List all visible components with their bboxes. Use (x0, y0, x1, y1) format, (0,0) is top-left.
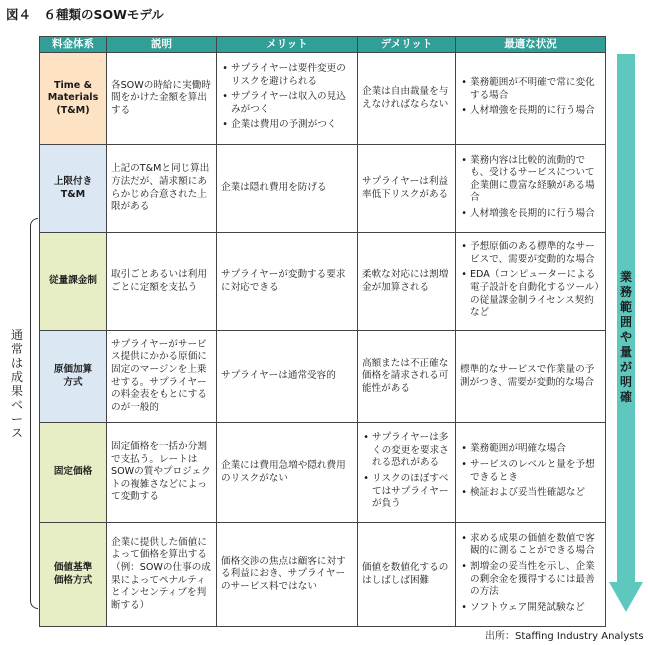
row-category (40, 233, 107, 331)
optimal-item: • 検証および妥当性確認など (470, 487, 601, 500)
row-category (40, 331, 107, 423)
arrow-label: 業務範囲や量が明確 (619, 270, 632, 404)
row-demerits: サプライヤーは利益率低下リスクがある (358, 145, 456, 233)
merit-item: • 企業は費用の予測がつく (231, 119, 353, 132)
table-row (40, 233, 606, 331)
row-optimal: 標準的なサービスで作業量の予測がつき、需要が変動的な場合 (456, 331, 606, 423)
row-optimal (456, 523, 606, 627)
demerit-item: • サプライヤーは多くの変更を要求される恐れがある (372, 432, 451, 470)
row-description: 各SOWの時給に実働時間をかけた金額を算出する (107, 53, 217, 145)
optimal-item: • 業務内容は比較的流動的でも、受けるサービスについて企業側に豊富な経験がある場合 (470, 155, 601, 205)
row-demerits: 高額または不正確な価格を請求される可能性がある (358, 331, 456, 423)
optimal-item: • EDA（コンピューターによる電子設計を自動化するツール）の従量課金制ライセンス契約など (470, 269, 601, 319)
header-merits: メリット (217, 37, 358, 53)
row-description: 固定価格を一括か分割で支払う。レートはSOWの質やプロジェクトの複雑さなどによって変動する (107, 423, 217, 523)
row-description: サプライヤーがサービス提供にかかる原価に固定のマージンを上乗せする。サプライヤーの料金表をもとにするのが一般的 (107, 331, 217, 423)
row-demerits: 企業は自由裁量を与えなければならない (358, 53, 456, 145)
category-label: 上限付き T&M (53, 175, 93, 200)
row-description: 企業に提供した価値によって価格を算出する（例：SOWの仕事の成果によってペナルティとインセンティブを判断する） (107, 523, 217, 627)
category-label: 原価加算 方式 (53, 363, 93, 388)
row-category (40, 145, 107, 233)
optimal-item: • サービスのレベルと量を予想できるとき (470, 459, 601, 484)
outcome-based-bracket (30, 218, 38, 609)
row-optimal (456, 53, 606, 145)
row-demerits: 柔軟な対応には割増金が加算される (358, 233, 456, 331)
row-merits: 価格交渉の焦点は顧客に対する利益におき、サプライヤーのサービス料ではない (217, 523, 358, 627)
optimal-item: • 業務範囲が明確な場合 (470, 443, 601, 456)
header-optimal: 最適な状況 (456, 37, 606, 53)
demerit-item: • リスクのほぼすべてはサプライヤーが負う (372, 473, 451, 511)
sow-model-table (39, 36, 606, 627)
row-category (40, 523, 107, 627)
row-optimal (456, 423, 606, 523)
row-merits: サプライヤーが変動する要求に対応できる (217, 233, 358, 331)
header-pricing: 料金体系 (40, 37, 107, 53)
optimal-item: • ソフトウェア開発試験など (470, 602, 601, 615)
figure-title: 図４ ６種類のSOWモデル (6, 7, 164, 22)
row-merits: 企業には費用急増や隠れ費用のリスクがない (217, 423, 358, 523)
optimal-item: • 割増金の妥当性を示し、企業の剰余金を獲得するには最善の方法 (470, 561, 601, 599)
optimal-item: • 業務範囲が不明確で常に変化する場合 (470, 77, 601, 102)
header-description: 説明 (107, 37, 217, 53)
table-row (40, 145, 606, 233)
row-merits (217, 53, 358, 145)
source-note: 出所：Staffing Industry Analysts (485, 631, 644, 642)
table-row (40, 523, 606, 627)
optimal-item: • 人材増強を長期的に行う場合 (470, 208, 601, 221)
row-optimal (456, 233, 606, 331)
outcome-based-label: 通常は成果ベース (10, 328, 23, 440)
optimal-item: • 求める成果の価値を数値で客観的に測ることができる場合 (470, 533, 601, 558)
category-label: Time & Materials (T&M) (47, 79, 99, 116)
category-label: 従量課金制 (49, 275, 97, 287)
row-merits: サプライヤーは通常受容的 (217, 331, 358, 423)
row-description: 取引ごとあるいは利用ごとに定額を支払う (107, 233, 217, 331)
category-label: 価値基準 価格方式 (53, 561, 93, 586)
table-header-row (40, 37, 606, 53)
table-row (40, 423, 606, 523)
row-merits: 企業は隠れ費用を防げる (217, 145, 358, 233)
optimal-item: • 予想原価のある標準的なサービスで、需要が変動的な場合 (470, 241, 601, 266)
optimal-item: • 人材増強を長期的に行う場合 (470, 105, 601, 118)
table-row (40, 53, 606, 145)
row-category (40, 423, 107, 523)
row-demerits (358, 423, 456, 523)
row-category (40, 53, 107, 145)
merit-item: • サプライヤーは要件変更のリスクを避けられる (231, 63, 353, 88)
category-label: 固定価格 (53, 466, 93, 478)
row-demerits: 価値を数値化するのはしばしば困難 (358, 523, 456, 627)
merit-item: • サプライヤーは収入の見込みがつく (231, 91, 353, 116)
table-row (40, 331, 606, 423)
row-description: 上記のT&Mと同じ算出方法だが、請求額にあらかじめ合意された上限がある (107, 145, 217, 233)
header-demerits: デメリット (358, 37, 456, 53)
row-optimal (456, 145, 606, 233)
